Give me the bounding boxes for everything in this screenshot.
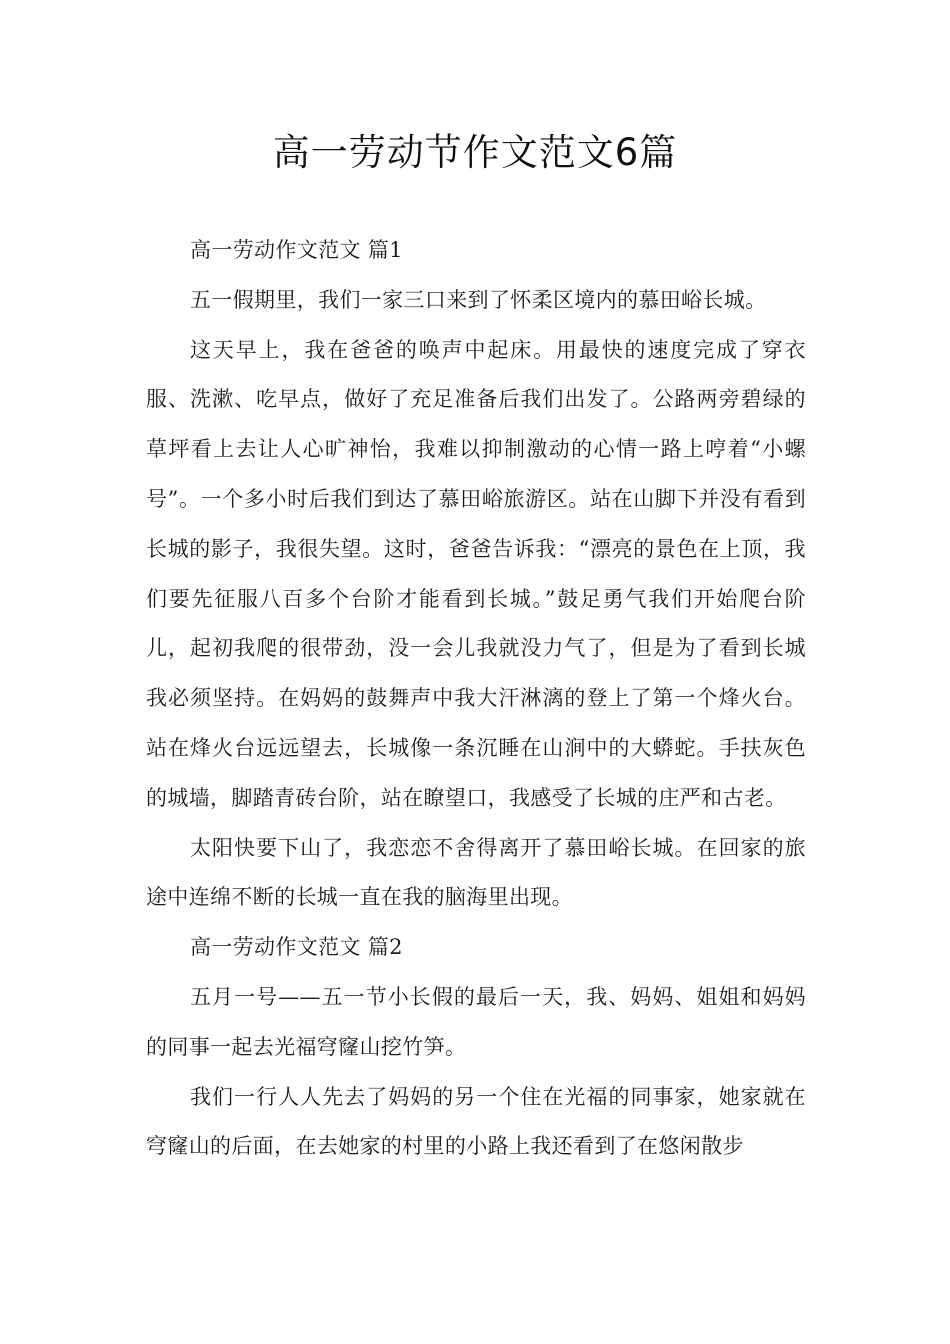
paragraph: 太阳快要下山了，我恋恋不舍得离开了慕田峪长城。在回家的旅途中连绵不断的长城一直在我的脑海里出现。 xyxy=(146,835,806,910)
paragraph: 五一假期里，我们一家三口来到了怀柔区境内的慕田峪长城。 xyxy=(190,287,767,312)
paragraph: 这天早上，我在爸爸的唤声中起床。用最快的速度完成了穿衣服、洗漱、吃早点，做好了充足准备后我们出发了。公路两旁碧绿的草坪看上去让人心旷神怡，我难以抑制激动的心情一路上哼着“小螺号”。一个多小时后我们到达了慕田峪旅游区。站在山脚下并没有看到长城的影子，我很失望。这时，爸爸告诉我：“漂亮的景色在上顶，我们要先征服八百多个台阶才能看到长城。”鼓足勇气我们开始爬台阶儿，起初我爬的很带劲，没一会儿我就没力气了，但是为了看到长城我必须坚持。在妈妈的鼓舞声中我大汗淋漓的登上了第一个烽火台。站在烽火台远远望去，长城像一条沉睡在山涧中的大蟒蛇。手扶灰色的城墙，脚踏青砖台阶，站在瞭望口，我感受了长城的庄严和古老。 xyxy=(146,337,806,810)
section-heading-2: 高一劳动作文范文 篇2 xyxy=(190,935,403,960)
paragraph: 五月一号——五一节小长假的最后一天，我、妈妈、姐姐和妈妈的同事一起去光福穹窿山挖竹笋。 xyxy=(146,984,806,1059)
section-heading-1: 高一劳动作文范文 篇1 xyxy=(190,238,403,262)
document-body xyxy=(146,226,806,1172)
document-title: 高一劳动节作文范文6篇 xyxy=(272,131,678,174)
paragraph: 我们一行人人先去了妈妈的另一个住在光福的同事家，她家就在穹窿山的后面，在去她家的村里的小路上我还看到了在悠闲散步 xyxy=(146,1084,806,1159)
